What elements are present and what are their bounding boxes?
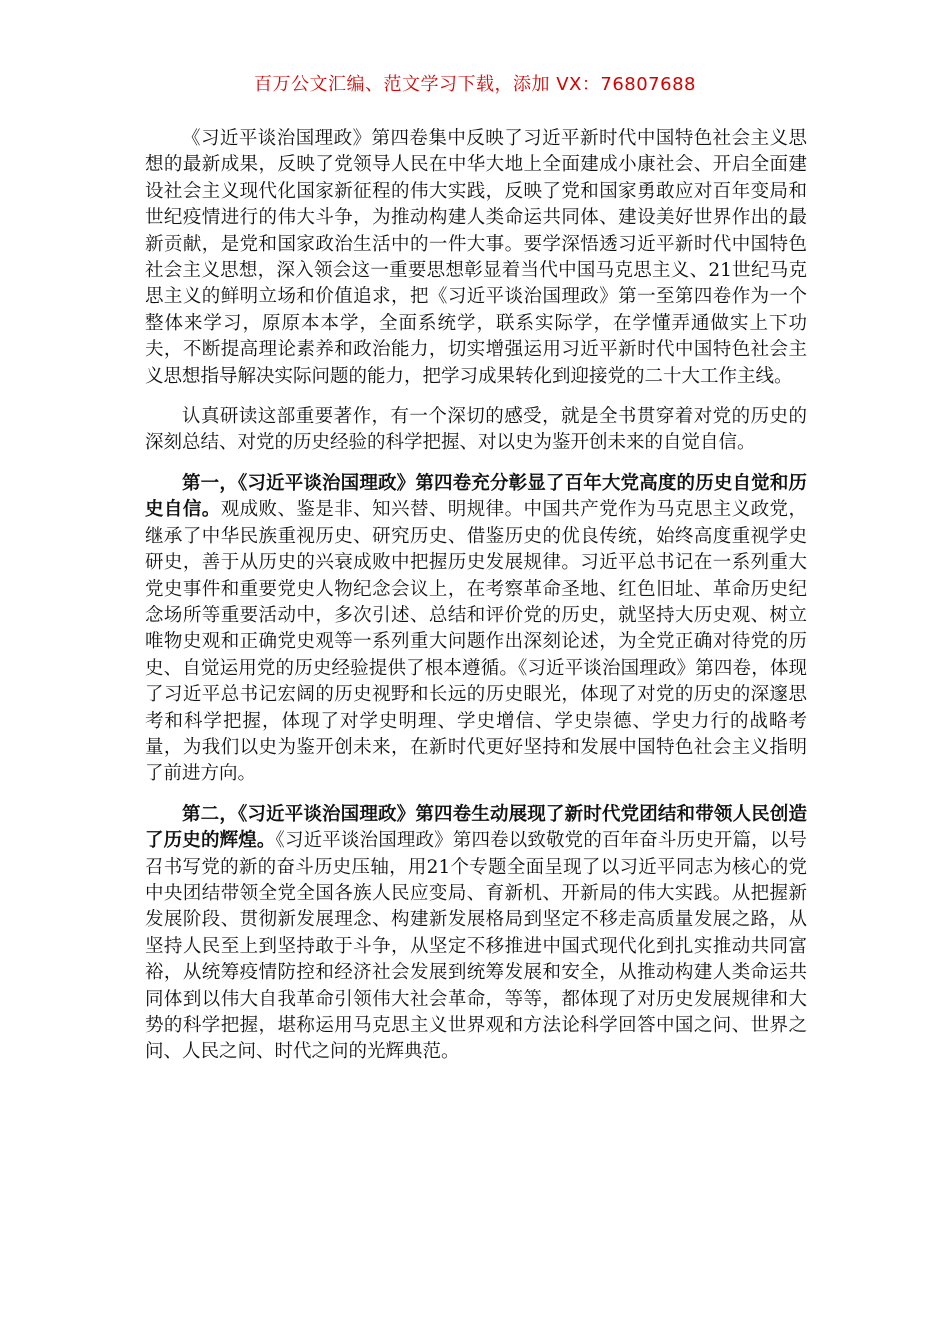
header-banner: 百万公文汇编、范文学习下载，添加 VX：76807688: [254, 74, 696, 95]
paragraph-text: 认真研读这部重要著作，有一个深切的感受，就是全书贯穿着对党的历史的深刻总结、对党的历史经验的科学把握、对以史为鉴开创未来的自觉自信。: [145, 406, 807, 454]
paragraph-text: 观成败、鉴是非、知兴替、明规律。中国共产党作为马克思主义政党，继承了中华民族重视历史、研究历史、借鉴历史的优良传统，始终高度重视学史研史，善于从历史的兴衰成败中把握历史发展规律。习近平总书记在一系列重大党史事件和重要党史人物纪念会议上，在考察革命圣地、红色旧址、革命历史纪念场所等重要活动中，多次引述、总结和评价党的历史，就坚持大历史观、树立唯物史观和正确党史观等一系列重大问题作出深刻论述，为全党正确对待党的历史、自觉运用党的历史经验提供了根本遵循。《习近平谈治国理政》第四卷，体现了习近平总书记宏阔的历史视野和长远的历史眼光，体现了对党的历史的深邃思考和科学把握，体现了对学史明理、学史增信、学史崇德、学史力行的战略考量，为我们以史为鉴开创未来，在新时代更好坚持和发展中国特色社会主义指明了前进方向。: [145, 499, 807, 785]
paragraph-4: [145, 802, 807, 1066]
paragraph-1: [145, 126, 807, 390]
paragraph-3: [145, 471, 807, 788]
document-body: [145, 126, 807, 1080]
paragraph-text: 《习近平谈治国理政》第四卷集中反映了习近平新时代中国特色社会主义思想的最新成果，反映了党领导人民在中华大地上全面建成小康社会、开启全面建设社会主义现代化国家新征程的伟大实践，反映了党和国家勇敢应对百年变局和世纪疫情进行的伟大斗争，为推动构建人类命运共同体、建设美好世界作出的最新贡献，是党和国家政治生活中的一件大事。要学深悟透习近平新时代中国特色社会主义思想，深入领会这一重要思想彰显着当代中国马克思主义、21世纪马克思主义的鲜明立场和价值追求，把《习近平谈治国理政》第一至第四卷作为一个整体来学习，原原本本学，全面系统学，联系实际学，在学懂弄通做实上下功夫，不断提高理论素养和政治能力，切实增强运用习近平新时代中国特色社会主义思想指导解决实际问题的能力，把学习成果转化到迎接党的二十大工作主线。: [145, 128, 807, 387]
paragraph-lead: 第二，《习近平谈治国理政》第四卷生动展现了新时代党团结和带领人民创造了历史的辉煌。: [145, 803, 807, 852]
paragraph-text: 《习近平谈治国理政》第四卷以致敬党的百年奋斗历史开篇，以号召书写党的新的奋斗历史压轴，用21个专题全面呈现了以习近平同志为核心的党中央团结带领全党全国各族人民应变局、育新机、开新局的伟大实践。从把握新发展阶段、贯彻新发展理念、构建新发展格局到坚定不移走高质量发展之路，从坚持人民至上到坚持敢于斗争，从坚定不移推进中国式现代化到扎实推动共同富裕，从统筹疫情防控和经济社会发展到统筹发展和安全，从推动构建人类命运共同体到以伟大自我革命引领伟大社会革命，等等，都体现了对历史发展规律和大势的科学把握，堪称运用马克思主义世界观和方法论科学回答中国之问、世界之问、人民之问、时代之问的光辉典范。: [145, 830, 807, 1063]
paragraph-2: [145, 404, 807, 457]
paragraph-lead: 第一，《习近平谈治国理政》第四卷充分彰显了百年大党高度的历史自觉和历史自信。: [145, 472, 807, 521]
